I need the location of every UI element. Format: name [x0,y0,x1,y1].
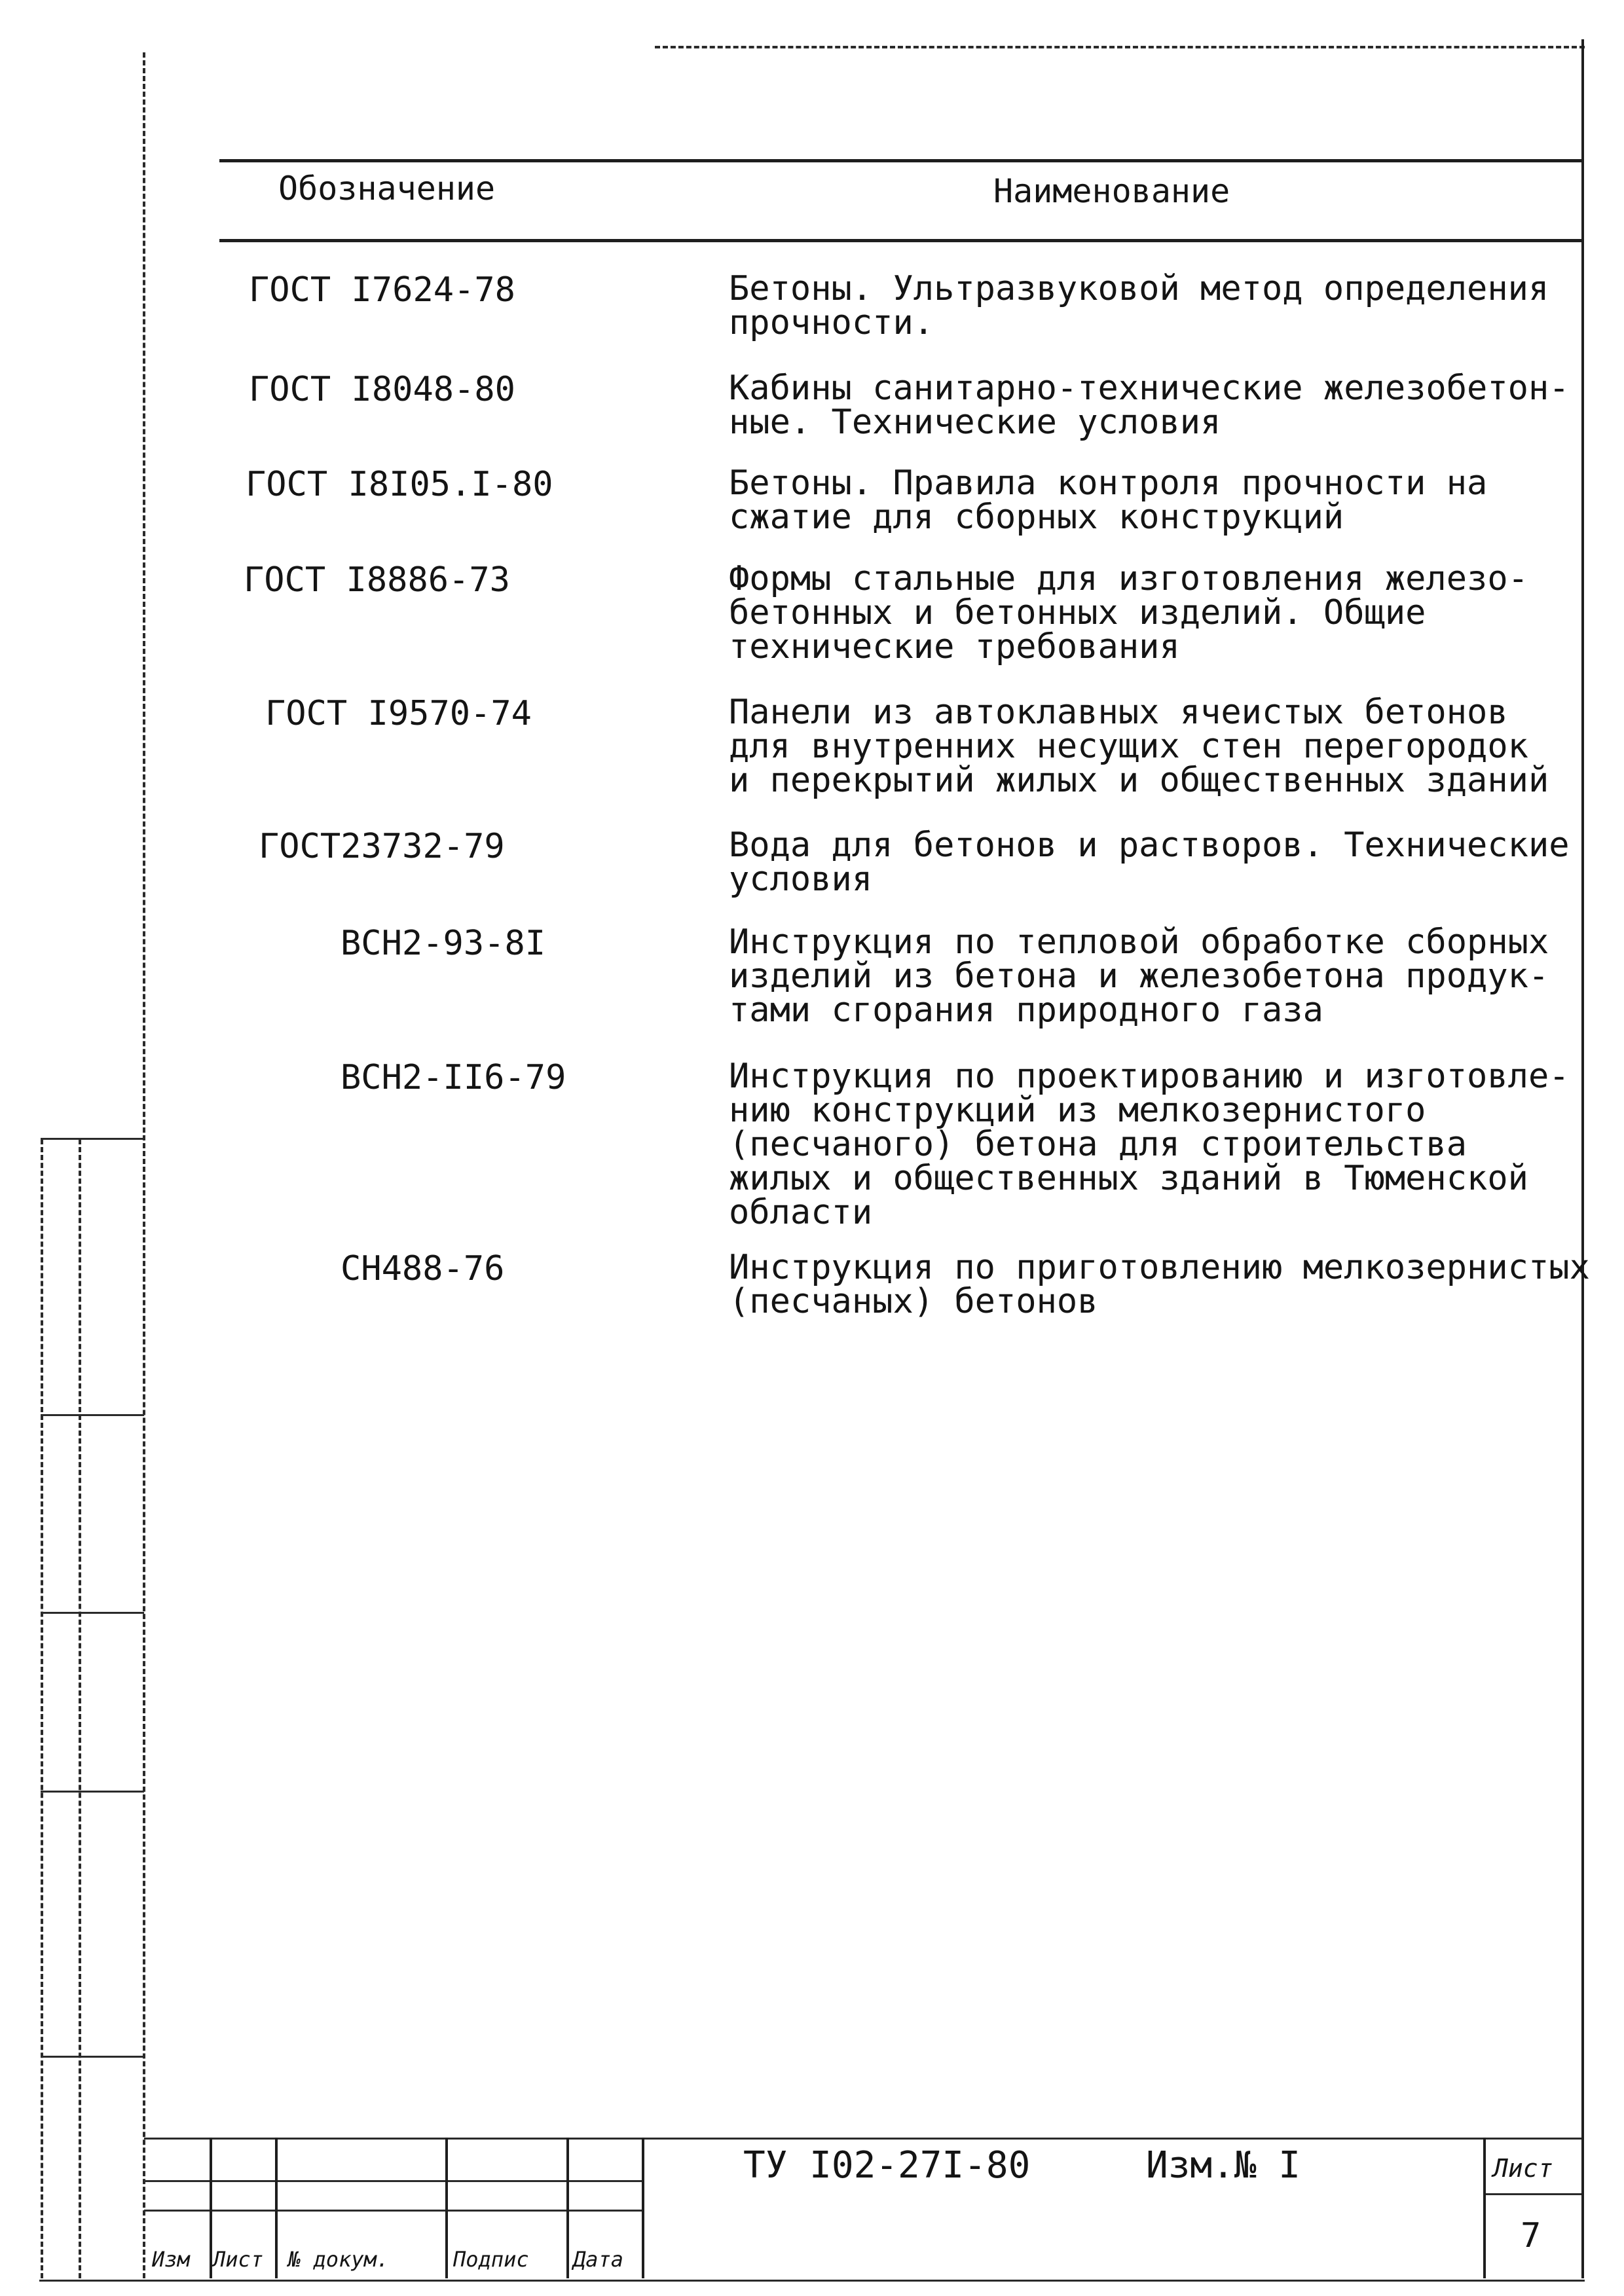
row-code: ГОСТ I8048-80 [249,370,515,409]
binding-strip-sep [41,1138,144,1140]
row-name: Бетоны. Правила контроля прочности на сжатие для сборных конструкций [729,464,1488,537]
row-name: Инструкция по проектированию и изготовле- нию конструкций из мелкозернистого (песчаного) бетона для строительства жилых и общественных зданий в Тюменской области [729,1057,1570,1232]
binding-strip-inner [79,1139,81,2278]
stamp-sheet-label: Лист [1493,2154,1553,2183]
stamp-col-sep [1483,2138,1486,2278]
row-name: Инструкция по тепловой обработке сборных изделий из бетона и железобетона продук- тами сгорания природного газа [729,922,1549,1030]
stamp-sheet-number: 7 [1521,2216,1541,2255]
binding-strip-sep [41,1791,144,1793]
stamp-col-sep [642,2138,644,2278]
binding-strip-sep [41,2056,144,2058]
row-name: Инструкция по приготовлению мелкозернистых (песчаных) бетонов [729,1248,1590,1321]
row-name: Кабины санитарно-технические железобетон- ные. Технические условия [729,369,1570,442]
stamp-col-izm: Изм [152,2247,190,2272]
column-header-name: Наименование [993,172,1230,210]
stamp-col-list: Лист [213,2247,264,2272]
binding-strip-sep [41,1414,144,1416]
table-header-rule [219,239,1581,242]
frame-left-border [143,52,145,2278]
stamp-col-sign: Подпис [453,2247,529,2272]
stamp-col-date: Дата [573,2247,624,2272]
table-top-rule [219,159,1581,162]
frame-right-border [1581,39,1584,2278]
row-code: ГОСТ I7624-78 [249,270,515,310]
row-name: Формы стальные для изготовления железо- бетонных и бетонных изделий. Общие технические требования [729,559,1528,666]
stamp-col-doc: № докум. [288,2247,390,2272]
stamp-mid-rule [1483,2193,1581,2195]
stamp-doc-code: ТУ I02-27I-80 [743,2144,1031,2187]
row-name: Вода для бетонов и растворов. Технические условия [729,826,1570,899]
frame-top-border [655,46,1585,48]
row-code: ГОСТ I8886-73 [244,560,510,600]
stamp-col-sep [445,2138,448,2278]
binding-strip-sep [41,1612,144,1614]
row-code: ГОСТ I8I05.I-80 [246,465,553,504]
row-code: ГОСТ23732-79 [259,827,505,866]
binding-strip-line [41,1139,43,2278]
stamp-col-sep [210,2138,212,2278]
row-code: ГОСТ I9570-74 [265,694,532,733]
column-header-code: Обозначение [278,170,496,208]
stamp-revision: Изм.№ I [1146,2144,1301,2187]
row-name: Панели из автоклавных ячеистых бетонов для внутренних несущих стен перегородок и перекрытий жилых и общественных зданий [729,693,1549,800]
row-code: СН488-76 [341,1249,505,1288]
stamp-top-rule [144,2138,1581,2140]
frame-bottom-border [39,2280,1585,2282]
stamp-col-sep [275,2138,278,2278]
row-code: ВСН2-II6-79 [341,1058,566,1097]
row-code: ВСН2-93-8I [341,924,546,963]
stamp-col-sep [566,2138,569,2278]
row-name: Бетоны. Ультразвуковой метод определения прочности. [729,269,1549,342]
